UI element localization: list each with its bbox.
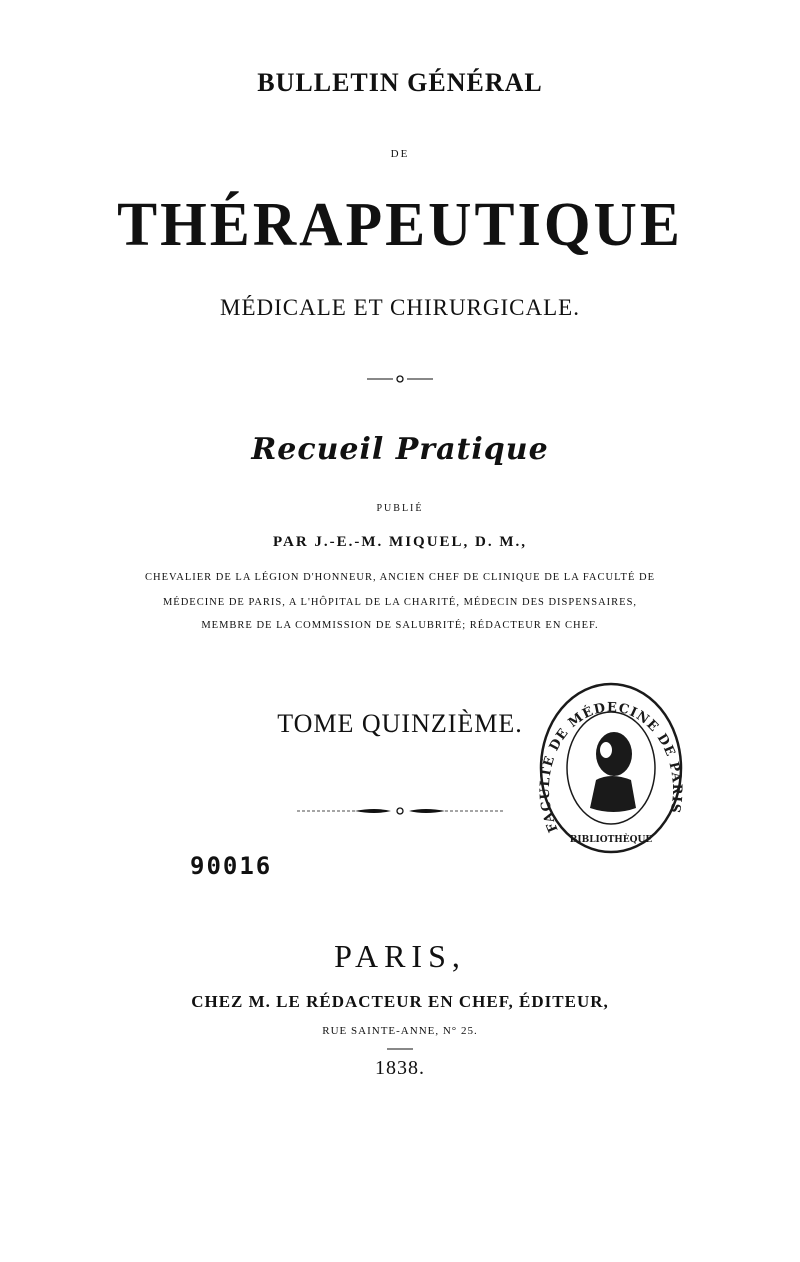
credentials-line-2: MÉDECINE DE PARIS, A L'HÔPITAL DE LA CHARITÉ, MÉDECIN DES DISPENSAIRES, [162,597,638,608]
title-medicale-chirurgicale: MÉDICALE ET CHIRURGICALE. [220,295,580,320]
title-bulletin-general: BULLETIN GÉNÉRAL [257,68,543,97]
library-stamp-seal [536,680,686,855]
imprint-publisher: CHEZ M. LE RÉDACTEUR EN CHEF, ÉDITEUR, [191,992,609,1011]
subtitle-recueil-pratique: Recueil Pratique [251,432,549,467]
title-de: DE [390,148,410,160]
stamp-text: FACULTÉ DE MÉDECINE DE PARIS [537,700,685,835]
stamp-bottom-text: BIBLIOTHÈQUE [569,835,653,845]
imprint-city: PARIS, [334,938,466,974]
ornament-divider-small [0,372,800,386]
volume-tome: TOME QUINZIÈME. [277,709,523,738]
imprint-year: 1838. [375,1057,425,1079]
credentials-line-1: CHEVALIER DE LA LÉGION D'HONNEUR, ANCIEN CHEF DE CLINIQUE DE LA FACULTÉ DE [145,572,655,583]
author-line: PAR J.-E.-M. MIQUEL, D. M., [272,534,528,550]
credentials-line-3: MEMBRE DE LA COMMISSION DE SALUBRITÉ; RÉDACTEUR EN CHEF. [201,620,599,631]
title-therapeutique: THÉRAPEUTIQUE [117,189,683,259]
publie-label: PUBLIÉ [376,503,424,514]
accession-number: 90016 [190,852,273,880]
imprint-address: RUE SAINTE-ANNE, N° 25. [322,1025,478,1037]
stamp-profile-icon [590,732,636,812]
ornament-dash-short [0,1047,800,1051]
